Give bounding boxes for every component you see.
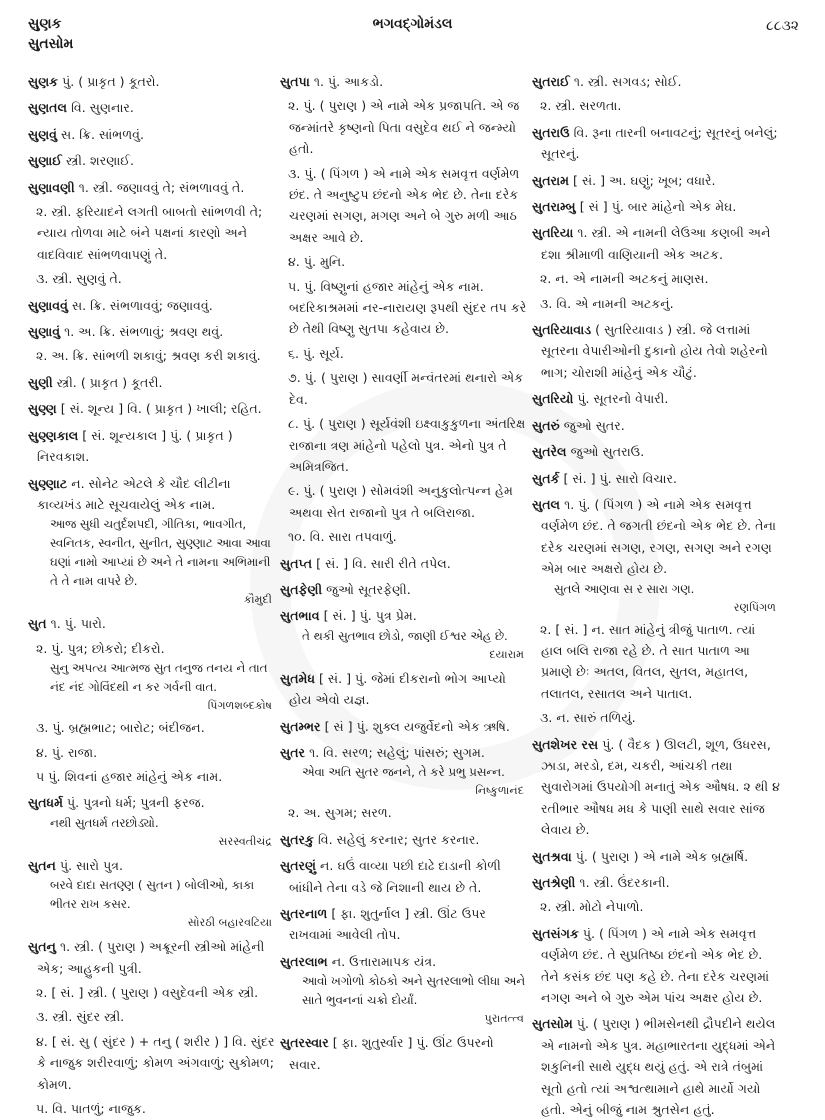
dictionary-entry bbox=[532, 734, 780, 841]
definition-text: જુઓ સુતરાઉ. bbox=[566, 444, 645, 460]
headword: સુતરસ્વાર bbox=[280, 1035, 329, 1051]
dictionary-entry bbox=[28, 124, 276, 145]
definition-text: પુરાતત્ત્વ bbox=[484, 1012, 524, 1026]
entry-sense bbox=[532, 293, 780, 314]
definition-text: પું. ( પુરાણ ) એ નામે એક બ્રહ્મર્ષિ. bbox=[571, 848, 749, 864]
definition-text: ૨. સ્ત્રી. સરળતા. bbox=[540, 98, 622, 114]
dictionary-entry bbox=[280, 951, 528, 972]
dictionary-entry bbox=[280, 605, 528, 626]
dictionary-entry bbox=[280, 1032, 528, 1075]
definition-text: ૨. પું. પુત્ર; છોકરો; દીકરો. bbox=[36, 640, 165, 656]
dictionary-entry bbox=[280, 829, 528, 850]
entry-sense bbox=[280, 413, 528, 477]
headword: સુણક bbox=[28, 74, 59, 89]
dictionary-entry bbox=[280, 71, 528, 92]
definition-text: પું. પુત્રનો ધર્મ; પુત્રની ફરજ. bbox=[63, 795, 205, 811]
definition-text: ૫. પું. વિષ્ણુનાં હજાર માંહેનું એક નામ. બદરિકાશ્રમમાં નર-નારાયણ રૂપથી સુંદર તપ કરે છે તેથી વિષ્ણુ સુતપા કહેવાય છે. bbox=[288, 278, 527, 337]
guide-word-last: સુતસોમ bbox=[28, 36, 74, 52]
headword: સુતરાઈ bbox=[532, 74, 570, 89]
column-3 bbox=[532, 66, 780, 1120]
dictionary-entry bbox=[280, 716, 528, 737]
definition-text: સ્ત્રી. ( પ્રાકૃત ) કૂતરી. bbox=[52, 374, 163, 390]
definition-text: સુનુ અપત્ય આત્મજ સુત તનુજ તનય ને તાત નંદ નંદ ગોવિંદથી ન કર ગર્વની વાત. bbox=[50, 661, 268, 695]
dictionary-entry bbox=[532, 319, 780, 383]
citation-source bbox=[280, 782, 528, 799]
definition-text: [ ફા. શુતુર્સ્વાર ] પું. ઊંટ ઉપરનો સવાર. bbox=[289, 1035, 494, 1072]
citation-quote bbox=[532, 580, 780, 599]
definition-text: એવા અતિ સુતર જનને, તે કરે પ્રભુ પ્રસન્ન. bbox=[302, 765, 505, 780]
definition-text: ૩. સ્ત્રી. સુણવું તે. bbox=[36, 271, 122, 287]
entry-sense bbox=[280, 163, 528, 249]
headword: સુતર્ક bbox=[532, 470, 560, 486]
definition-text: ૧. પું. ( પિંગળ ) એ નામે એક સમવૃત્ત વર્ણમેળ છંદ. તે જગતી છંદનો એક ભેદ છે. તેના દરેક ચરણમાં સગણ, રગણ, સગણ અને રગણ એમ બાર અક્ષરો હોય છે. bbox=[541, 496, 776, 577]
definition-text: આજ સુધી ચતુર્દશપદી, ગીતિકા, ભાવગીત, સ્વનિતક, સ્વનીત, સુનીત, સુણ્ણાટ આવા આવા ઘણાં નામો આપ્યાં છે અને તે નામના અભિમાની તે તે નામ વાપરે છે. bbox=[50, 517, 271, 589]
citation-quote bbox=[280, 763, 528, 782]
definition-text: ૨. સ્ત્રી. ફરિયાદને લગતી બાબતો સાંભળવી તે; ન્યાય તોળવા માટે બંને પક્ષનાં કારણો અને વાદવિવાદ સાંભળવાપણું તે. bbox=[36, 204, 263, 262]
definition-text: પું. સારો પુત્ર. bbox=[55, 857, 123, 873]
headword: સુતરું bbox=[532, 417, 560, 433]
dictionary-entry bbox=[532, 923, 780, 1009]
headword: સુતશ્રવા bbox=[532, 848, 572, 864]
headword: સુતફેણી bbox=[280, 581, 323, 597]
definition-text: ૩. ન. સારું તળિયું. bbox=[540, 710, 636, 726]
definition-text: સ. ક્રિ. સંભળાવવું; જણાવવું. bbox=[67, 297, 213, 313]
definition-text: ૫ પું. શિવનાં હજાર માંહેનું એક નામ. bbox=[36, 768, 223, 784]
citation-source bbox=[280, 646, 528, 663]
definition-text: ૪. પું. રાજા. bbox=[36, 744, 98, 760]
headword: સુતસોમ bbox=[532, 1016, 573, 1032]
definition-text: ( સુતરિયાવાડ ) સ્ત્રી. જે લત્તામાં સૂતરના વેપારીઓની દુકાનો હોય તેવો શહેરનો ભાગ; ચોરાશી માંહેનું એક ચૌટું. bbox=[541, 322, 768, 380]
entry-sense bbox=[280, 802, 528, 823]
headword: સુતર bbox=[280, 744, 306, 760]
definition-text: ૫. વિ. પાતળું; નાજુક. bbox=[36, 1101, 146, 1116]
dictionary-entry bbox=[28, 398, 276, 419]
dictionary-entry bbox=[280, 553, 528, 574]
definition-text: સ્ત્રી. શરણાઈ. bbox=[62, 153, 135, 169]
definition-text: ૨. સ્ત્રી. મોટો નેપાળો. bbox=[540, 899, 644, 915]
entry-sense bbox=[532, 707, 780, 728]
entry-sense bbox=[28, 1031, 276, 1095]
definition-text: ૨. ન. એ નામની અટકનું માણસ. bbox=[540, 271, 709, 287]
citation-source bbox=[532, 599, 780, 616]
headword: સુતશ્રેણી bbox=[532, 875, 576, 890]
definition-text: ૩. પું. બ્રહ્મભાટ; બારોટ; બંદીજન. bbox=[36, 720, 205, 736]
definition-text: સોરઠી બહારવટિયા bbox=[187, 916, 272, 930]
definition-text: નિષ્કુળાનંદ bbox=[475, 784, 524, 798]
definition-text: ૭. પું. ( પુરાણ ) સાવર્ણી મન્વંતરમાં થનારો એક દેવ. bbox=[288, 370, 524, 407]
headword: સુણાવણી bbox=[28, 179, 75, 195]
dictionary-entry bbox=[280, 855, 528, 898]
definition-text: ૨. પું. ( પુરાણ ) એ નામે એક પ્રજાપતિ. એ જ જન્માંતરે કૃષ્ણનો પિતા વસુદેવ થઈ ને જન્મ્યો હતો. bbox=[288, 98, 520, 157]
dictionary-entry bbox=[28, 97, 276, 118]
definition-text: ૩. વિ. એ નામની અટકનું. bbox=[540, 295, 674, 311]
definition-text: ૩. પું. ( પિંગળ ) એ નામે એક સમવૃત્ત વર્ણમેળ છંદ. તે અનુષ્ટુપ છંદનો એક ભેદ છે. તેના દરેક ચરણમાં સગણ, મગણ અને બે ગુરુ મળી આઠ અક્ષર આવે છે. bbox=[288, 165, 520, 245]
dictionary-entry bbox=[28, 855, 276, 876]
definition-text: [ સં. ] પું. જેમાં દીકરાનો ભોગ આપ્યો હોય એવો યજ્ઞ. bbox=[289, 670, 506, 708]
citation-source bbox=[28, 697, 276, 714]
running-title: ભગવદ્ગોમંડલ bbox=[372, 16, 453, 32]
dictionary-entry bbox=[28, 321, 276, 342]
entry-sense bbox=[280, 526, 528, 547]
definition-text: ૧. સ્ત્રી. ( પુરાણ ) અક્રૂરની સ્ત્રીઓ માંહેની એક; આહુકની પુત્રી. bbox=[37, 939, 265, 976]
definition-text: ૨. [ સં. ] ન. સાત માંહેનું ત્રીજું પાતાળ. ત્યાં હાલ બલિ રાજા રહે છે. તે સાત પાતાળ આ પ્રમાણે છેઃ અતલ, વિતલ, સુતલ, મહાતલ, તલાતલ, રસાતલ અને પાતાલ. bbox=[540, 621, 756, 701]
definition-text: [ સં. ] અ. ઘણું; ખૂબ; વધારે. bbox=[569, 172, 716, 188]
headword: સુણાવું bbox=[28, 324, 61, 340]
headword: સુતરણું bbox=[280, 858, 317, 874]
citation-quote bbox=[28, 659, 276, 697]
headword: સુણાઈ bbox=[28, 153, 62, 169]
entry-sense bbox=[280, 251, 528, 272]
dictionary-entry bbox=[532, 388, 780, 409]
definition-text: સ. ક્રિ. સાંભળવું. bbox=[57, 126, 145, 142]
headword: સુતશેખર રસ bbox=[532, 736, 599, 752]
definition-text: ૯. પું. ( પુરાણ ) સોમવંશી અનુકુલોત્પન્ન હેમ અથવા સેત રાજાનો પુત્ર તે બલિરાજા. bbox=[288, 483, 513, 520]
dictionary-entry bbox=[280, 742, 528, 763]
headword: સુતરલાભ bbox=[280, 953, 328, 969]
headword: સુતસંગક bbox=[532, 925, 579, 941]
headword: સુણ્ણાટ bbox=[28, 475, 68, 491]
headword: સુતમેધ bbox=[280, 670, 315, 686]
citation-quote bbox=[280, 627, 528, 646]
headword: સુણી bbox=[28, 374, 53, 390]
definition-text: ૨. અ. સુગમ; સરળ. bbox=[288, 805, 392, 821]
citation-source bbox=[280, 1010, 528, 1027]
entry-sense bbox=[280, 367, 528, 410]
headword: સુતનુ bbox=[28, 939, 56, 955]
headword: સુતરકુ bbox=[280, 831, 314, 847]
definition-text: ૨. અ. ક્રિ. સાંભળી શકાવું; શ્રવણ કરી શકાવું. bbox=[36, 348, 261, 364]
page-number: ૮૮૩૨ bbox=[766, 18, 799, 34]
headword: સુતરાઉ bbox=[532, 124, 570, 140]
definition-text: [ સં. શૂન્ય ] વિ. ( પ્રાકૃત ) ખાલી; રહિત. bbox=[56, 401, 262, 417]
entry-sense bbox=[280, 276, 528, 340]
definition-text: બરવે દાદા સતણ્ણ ( સુતન ) બોલીઓ, કાકા ભીતર રાખ કસર. bbox=[50, 878, 255, 912]
definition-text: પું. ( પિંગળ ) એ નામે એક સમવૃત્ત વર્ણમેળ છંદ. તે સુપ્રતિષ્ઠા છંદનો એક ભેદ છે. તેને કસંક છંદ પણ કહે છે. તેના દરેક ચરણમાં નગણ અને બે ગુરુ એમ પાંચ અક્ષર હોય છે. bbox=[541, 925, 770, 1006]
citation-source bbox=[28, 833, 276, 850]
headword: સુતપા bbox=[280, 74, 310, 89]
dictionary-entry bbox=[28, 177, 276, 198]
citation-source bbox=[28, 914, 276, 931]
definition-text: પું. ( પ્રાકૃત ) કૂતરો. bbox=[58, 74, 160, 89]
definition-text: ૧૦. વિ. સારા તપવાળું. bbox=[288, 529, 397, 545]
definition-text: સુતલે આણવા સ ર સારા ગણ. bbox=[554, 581, 695, 596]
headword: સુણાવવું bbox=[28, 297, 68, 313]
headword: સુતરિયાવાડ bbox=[532, 322, 592, 338]
definition-text: ૧. પું. પારો. bbox=[46, 616, 106, 632]
dictionary-entry bbox=[532, 872, 780, 893]
entry-sense bbox=[280, 343, 528, 364]
definition-text: [ સં ] પું. શુક્લ યજુર્વેદનો એક ઋષિ. bbox=[320, 718, 510, 734]
dictionary-entry bbox=[280, 903, 528, 946]
definition-text: પું. ( પુરાણ ) ભીમસેનથી દ્રૌપદીને થયેલ એ નામનો એક પુત્ર. મહાભારતના યુદ્ધમાં એને શકુનિની સાથે યુદ્ધ થયું હતું. એ રાત્રે તંબુમાં સૂતો હતો ત્યાં અશ્વત્થામાને હાથે માર્યો ગયો હતો. એનું બીજું નામ શ્રુતસેન હતું. bbox=[541, 1016, 776, 1118]
headword: સુતભાવ bbox=[280, 608, 320, 624]
entry-sense bbox=[28, 742, 276, 763]
entry-sense bbox=[28, 201, 276, 265]
dictionary-entry bbox=[532, 71, 780, 92]
definition-text: તે થકી સુતભાવ છોડો, જાણી ઈશ્વર એહ છે. bbox=[302, 628, 508, 643]
dictionary-entry bbox=[532, 415, 780, 436]
headword: સુતપ્ત bbox=[280, 555, 313, 571]
entry-sense bbox=[28, 717, 276, 738]
dictionary-entry bbox=[532, 441, 780, 462]
definition-text: ૧. સ્ત્રી. એ નામની લેઉઆ કણબી અને દશા શ્રીમાળી વાણિયાની એક અટક. bbox=[541, 225, 771, 262]
entry-sense bbox=[28, 268, 276, 289]
headword: સુતરિયો bbox=[532, 391, 574, 407]
definition-text: ન. સોનેટ એટલે કે ચૌદ લીટીના કાવ્યખંડ માટે સૂચવાયેલું એક નામ. bbox=[37, 475, 231, 512]
definition-text: આવો ખગોળો કોઠકો અને સુતરલાભો લીધા અને સાતે ભુવનનાં ચક્રો દોર્યાં. bbox=[302, 974, 526, 1008]
definition-text: કૌમુદી bbox=[243, 593, 272, 607]
headword: સુણવું bbox=[28, 126, 58, 142]
definition-text: ૩. સ્ત્રી. સુંદર સ્ત્રી. bbox=[36, 1009, 125, 1025]
citation-quote bbox=[28, 515, 276, 591]
definition-text: [ સં. ] વિ. સારી રીતે તપેલ. bbox=[312, 555, 451, 571]
definition-text: ૧. પું. આકડો. bbox=[309, 74, 384, 89]
headword: સુણ્ણકાલ bbox=[28, 427, 79, 443]
definition-text: [ સં ] પું. બાર માંહેનો એક મેઘ. bbox=[575, 199, 737, 215]
definition-text: ૧. સ્ત્રી. ઉંદરકાની. bbox=[575, 875, 670, 890]
dictionary-entry bbox=[28, 613, 276, 634]
definition-text: ૧. સ્ત્રી. જણાવવું તે; સંભળાવવું તે. bbox=[74, 179, 245, 195]
definition-text: [ સં. ] પું. સારો વિચાર. bbox=[559, 470, 677, 486]
definition-text: દયારામ bbox=[489, 647, 524, 661]
definition-text: ૪. પું. મુનિ. bbox=[288, 254, 346, 270]
citation-quote bbox=[28, 814, 276, 833]
definition-text: પિંગળશબ્દકોષ bbox=[207, 699, 272, 713]
citation-quote bbox=[28, 876, 276, 914]
dictionary-entry bbox=[532, 494, 780, 580]
definition-text: ૮. પું. ( પુરાણ ) સૂર્યવંશી ઇક્ષ્વાકુકુળના અંતરિક્ષ રાજાના ત્રણ માંહેનો પહેલો પુત્ર. એનો પુત્ર તે અમિત્રજિત. bbox=[288, 416, 526, 474]
headword: સુતન bbox=[28, 857, 56, 873]
definition-text: જુઓ સૂતરફેણી. bbox=[322, 581, 411, 597]
definition-text: [ સં. શૂન્યકાલ ] પું. ( પ્રાકૃત ) નિરવકાશ. bbox=[37, 427, 233, 465]
entry-sense bbox=[28, 345, 276, 366]
definition-text: પું. ( વૈદક ) ઊલટી, શૂળ, ઉધરસ, ઝાડા, મરડો, દમ, ચકરી, આંચકી તથા સુવારોગમાં ઉપયોગી મનાતું એક ઔષધ. ૨ થી ૪ રતીભાર ઔષધ મધ કે પાણી સાથે સવાર સાંજ લેવાય છે. bbox=[541, 736, 780, 838]
dictionary-entry bbox=[28, 792, 276, 813]
dictionary-entry bbox=[532, 468, 780, 489]
dictionary-entry bbox=[28, 425, 276, 468]
entry-sense bbox=[532, 95, 780, 116]
dictionary-entry bbox=[28, 473, 276, 516]
definition-text: પું. સૂતરનો વેપારી. bbox=[573, 391, 669, 407]
dictionary-entry bbox=[28, 936, 276, 979]
definition-text: વિ. સહેલું કરનાર; સુતર કરનાર. bbox=[313, 831, 480, 847]
citation-source bbox=[28, 591, 276, 608]
dictionary-entry bbox=[532, 846, 780, 867]
dictionary-entry bbox=[532, 122, 780, 165]
dictionary-entry bbox=[28, 372, 276, 393]
definition-text: [ ફા. શુતુર્નાલ ] સ્ત્રી. ઊંટ ઉપર રાખવામાં આવેલી તોપ. bbox=[289, 906, 486, 943]
entry-sense bbox=[28, 1006, 276, 1027]
headword: સુતમ્ભર bbox=[280, 718, 321, 734]
definition-text: ૪. [ સં. સુ ( સુંદર ) + તનુ ( શરીર ) ] વિ. સુંદર કે નાજુક શરીરવાળું; કોમળ અંગવાળું; સુકોમળ; કોમળ. bbox=[36, 1033, 275, 1092]
headword: સુણતલ bbox=[28, 100, 68, 116]
dictionary-entry bbox=[280, 668, 528, 711]
headword: સુત bbox=[28, 616, 47, 632]
entry-sense bbox=[28, 1098, 276, 1119]
entry-sense bbox=[28, 982, 276, 1003]
headword: સુણ્ણ bbox=[28, 401, 57, 417]
definition-text: ન. ઉત્તારામાપક યંત્ર. bbox=[327, 953, 437, 969]
headword: સુતધર્મ bbox=[28, 795, 63, 811]
definition-text: ૧. અ. ક્રિ. સંભળાવું; શ્રવણ થવું. bbox=[60, 324, 224, 340]
entry-sense bbox=[532, 268, 780, 289]
definition-text: વિ. સુણનાર. bbox=[67, 100, 134, 116]
entry-sense bbox=[28, 766, 276, 787]
definition-text: સરસ્વતીચંદ્ર bbox=[218, 834, 272, 848]
dictionary-entry bbox=[28, 295, 276, 316]
dictionary-entry bbox=[28, 150, 276, 171]
definition-text: ૧. સ્ત્રી. સગવડ; સોઈ. bbox=[569, 74, 682, 89]
dictionary-entry bbox=[532, 1013, 780, 1120]
headword: સુતરામ્બુ bbox=[532, 199, 576, 215]
definition-text: જુઓ સુતર. bbox=[559, 417, 625, 433]
definition-text: ન. ઘઉં વાવ્યા પછી દાઢે દાડાની કોળી બાંધીને તેના વડે જે નિશાની થાય છે તે. bbox=[289, 858, 501, 895]
citation-quote bbox=[280, 972, 528, 1010]
headword: સુતરિયા bbox=[532, 225, 574, 241]
entry-sense bbox=[532, 896, 780, 917]
entry-sense bbox=[280, 480, 528, 523]
definition-text: [ સં. ] પું. પુત્ર પ્રેમ. bbox=[319, 608, 417, 624]
definition-text: ૬. પું. સૂર્ય. bbox=[288, 345, 344, 361]
dictionary-entry bbox=[532, 196, 780, 217]
entry-sense bbox=[280, 95, 528, 159]
dictionary-entry bbox=[280, 579, 528, 600]
definition-text: નથી સુતધર્મ તરછોડ્યો. bbox=[50, 815, 159, 830]
column-2 bbox=[280, 66, 528, 1075]
headword: સુતલ bbox=[532, 496, 561, 512]
column-1 bbox=[28, 66, 276, 1119]
definition-text: ૧. વિ. સરળ; સહેલું; પાંસરું; સુગમ. bbox=[305, 744, 485, 760]
headword: સુતરેલ bbox=[532, 444, 567, 460]
dictionary-entry bbox=[532, 222, 780, 265]
dictionary-entry bbox=[532, 170, 780, 191]
definition-text: ૨. [ સં. ] સ્ત્રી. ( પુરાણ ) વસુદેવની એક સ્ત્રી. bbox=[36, 984, 259, 1000]
guide-word-first: સુણક bbox=[28, 16, 62, 32]
entry-sense bbox=[28, 638, 276, 659]
headword: સુતરામ bbox=[532, 172, 570, 188]
definition-text: રણપિંગળ bbox=[733, 600, 776, 614]
headword: સુતરનાળ bbox=[280, 906, 328, 921]
dictionary-entry bbox=[28, 71, 276, 92]
entry-sense bbox=[532, 619, 780, 705]
definition-text: વિ. રૂના તારની બનાવટનું; સૂતરનું બનેલું; સૂતરનું. bbox=[541, 124, 778, 162]
